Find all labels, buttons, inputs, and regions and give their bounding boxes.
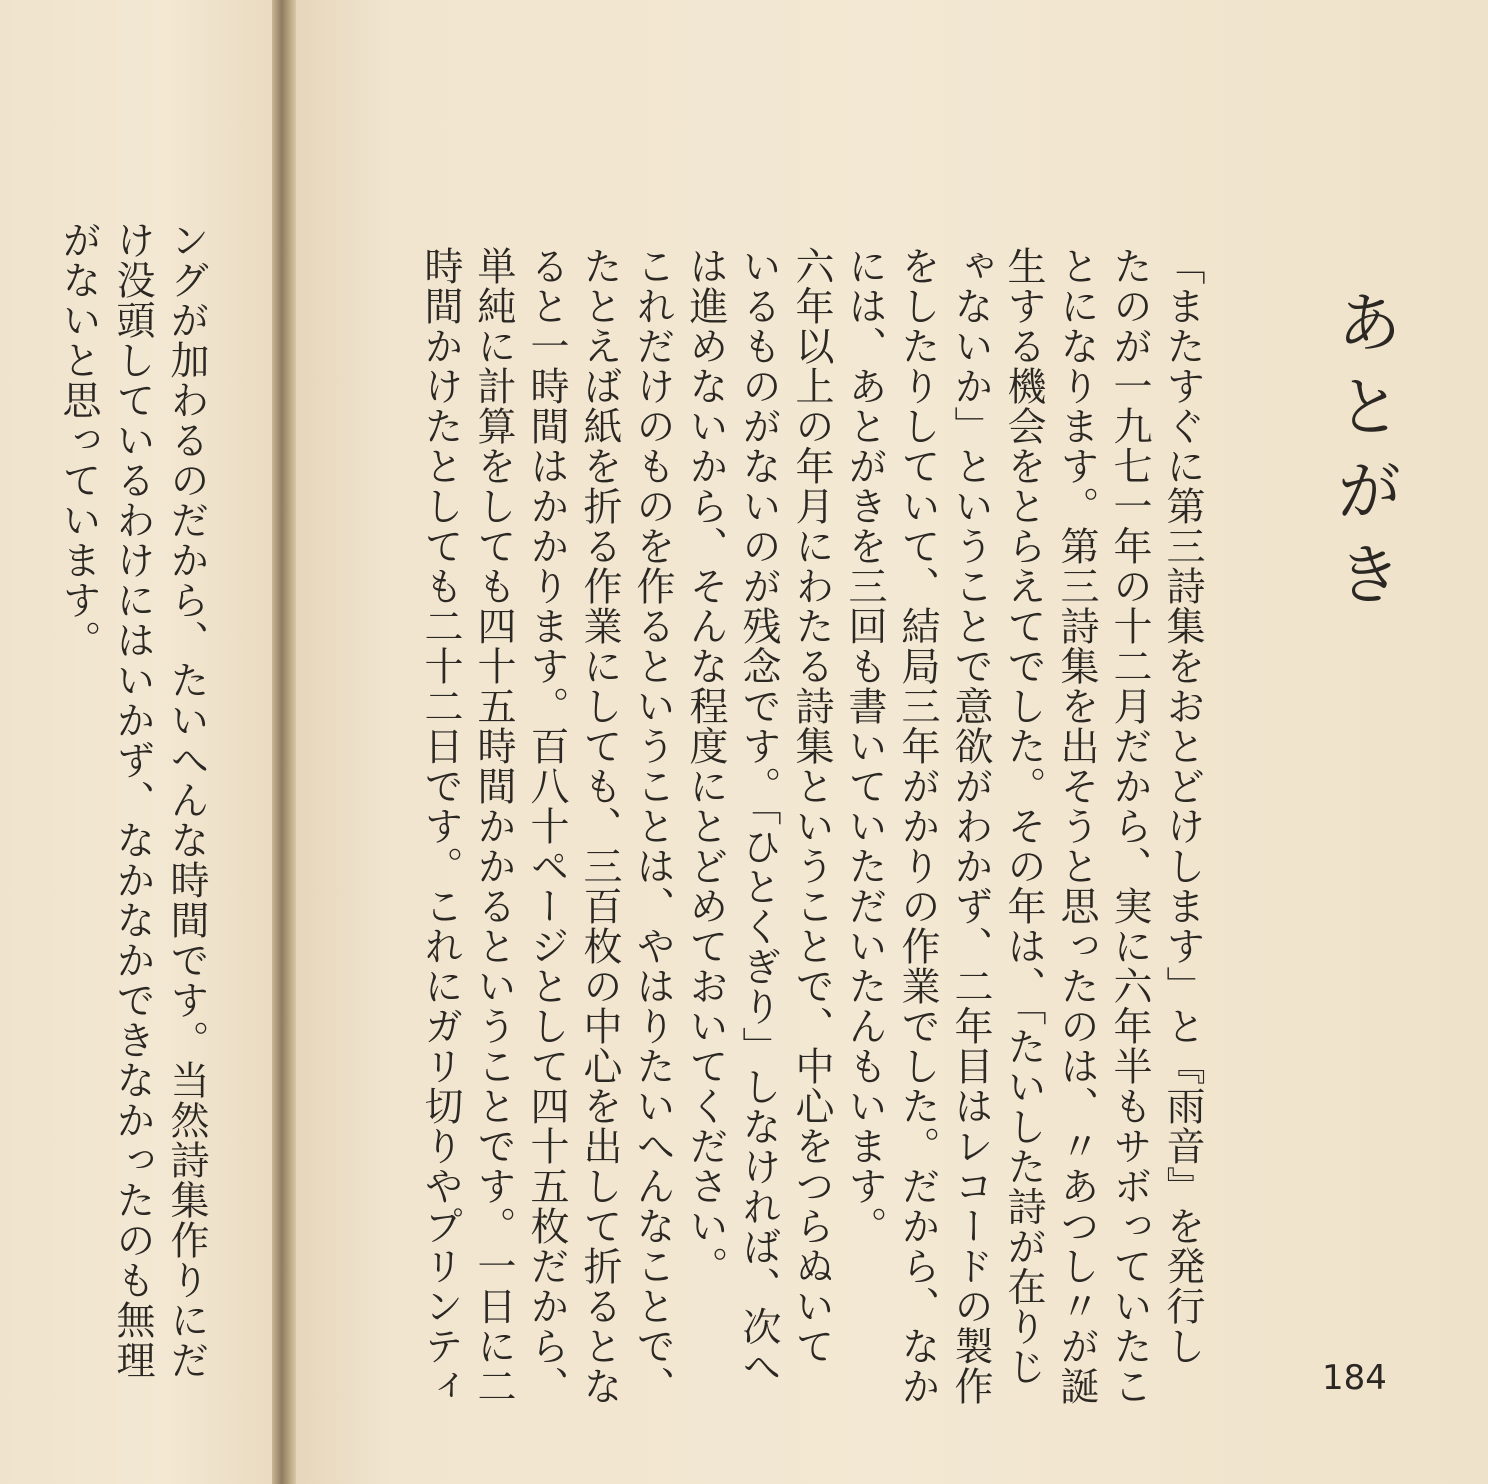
text-column: 生する機会をとらえてでした。その年は、「たいした詩が在りじ — [1001, 246, 1046, 1387]
text-column: たとえば紙を折る作業にしても、三百枚の中心を出して折るとな — [577, 246, 622, 1406]
text-column: 単純に計算をしても四十五時間かかるということです。一日に二 — [471, 246, 516, 1406]
text-column: たのが一九七一年の十二月だから、実に六年半もサボっていたこ — [1107, 246, 1152, 1406]
text-column: これだけのものを作るということは、やはりたいへんなことで、 — [630, 246, 675, 1406]
left-text-column: ングが加わるのだから、たいへんな時間です。当然詩集作りにだ — [164, 220, 209, 1380]
text-column: 「またすぐに第三詩集をおとどけします」と『雨音』を発行し — [1160, 246, 1205, 1366]
book-gutter — [272, 0, 296, 1484]
text-column: ゃないか」ということで意欲がわかず、二年目はレコードの製作 — [948, 246, 993, 1406]
text-column: いるものがないのが残念です。「ひとくぎり」しなければ、次へ — [736, 246, 781, 1387]
left-page — [0, 0, 272, 1484]
text-column: をしたりしていて、結局三年がかりの作業でした。だから、なか — [895, 246, 940, 1406]
page-number: 184 — [1322, 1358, 1387, 1398]
page-title: あとがき — [1325, 288, 1402, 624]
text-column: ると一時間はかかります。百八十ページとして四十五枚だから、 — [524, 246, 569, 1406]
left-text-column: がないと思っています。 — [56, 220, 101, 660]
left-text-column: け没頭しているわけにはいかず、なかなかできなかったのも無理 — [110, 220, 155, 1380]
text-column: とになります。第三詩集を出そうと思ったのは、〃あつし〃が誕 — [1054, 246, 1099, 1406]
text-column: 六年以上の年月にわたる詩集ということで、中心をつらぬいて — [789, 246, 834, 1366]
text-column: には、あとがきを三回も書いていただいたんもいます。 — [842, 246, 887, 1246]
text-column: 時間かけたとしても二十二日です。これにガリ切りやプリンティ — [418, 246, 463, 1406]
text-column: は進めないから、そんな程度にとどめておいてください。 — [683, 246, 728, 1286]
